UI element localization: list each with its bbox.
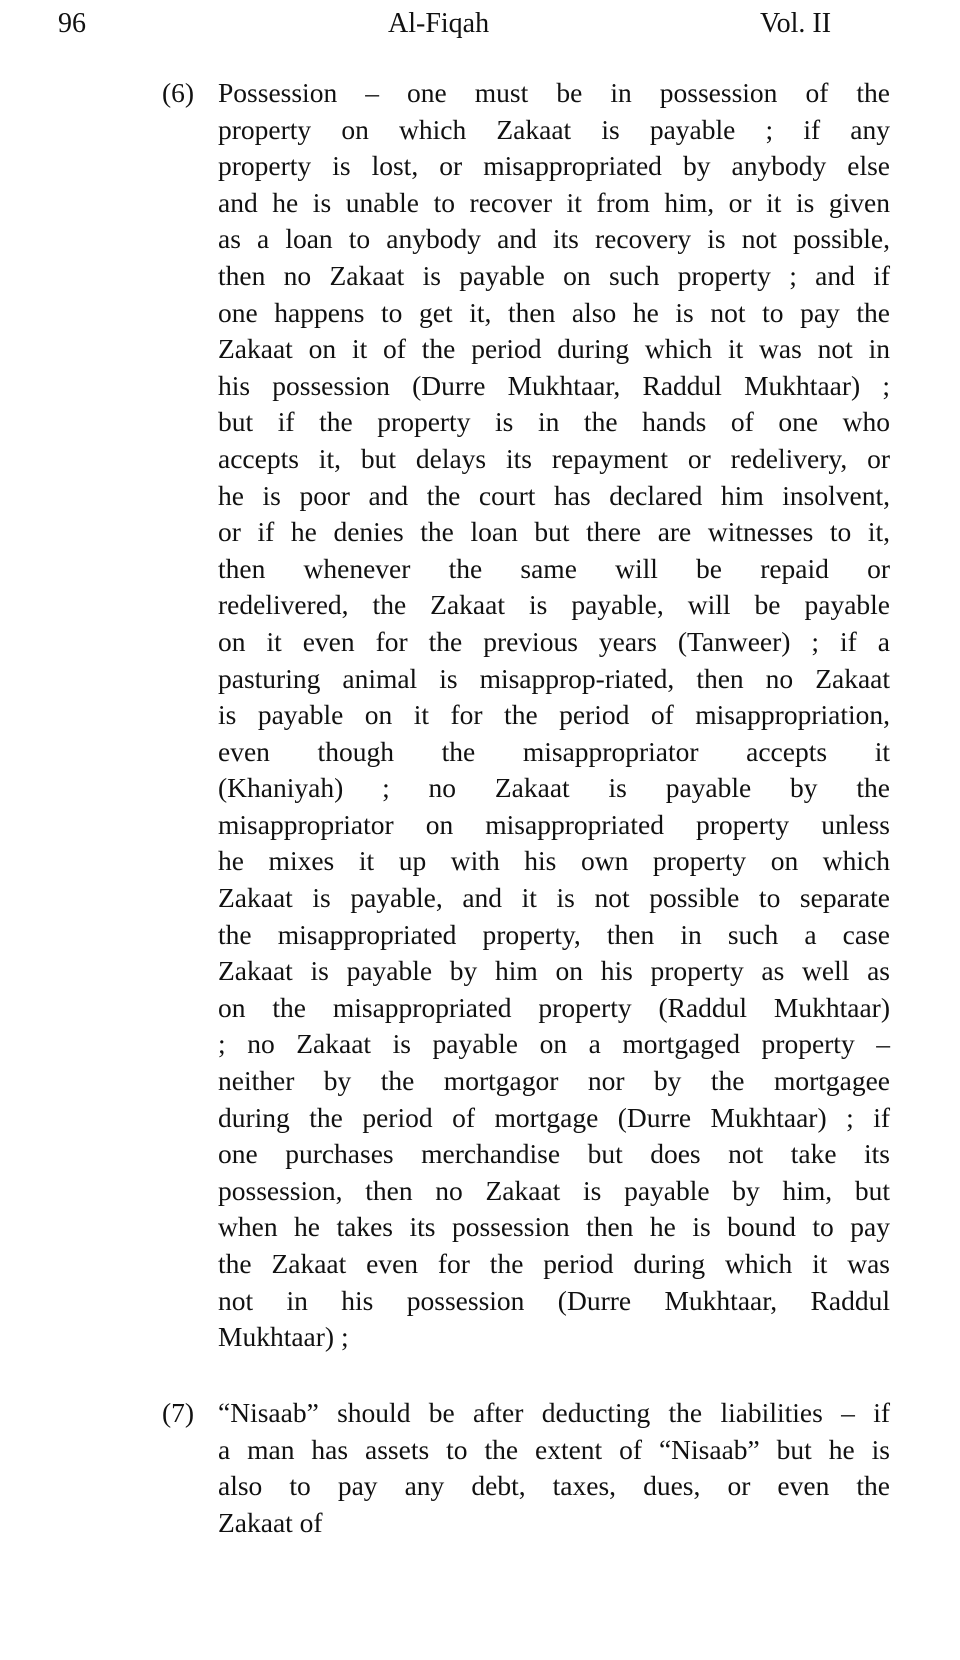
text-line: then whenever the same will be repaid or [218,552,890,584]
text-line: pasturing animal is misapprop-riated, then no Zakaat [218,662,890,694]
text-line: one purchases merchandise but does not take its [218,1138,890,1170]
book-title: Al-Fiqah [388,8,490,39]
text-line: property on which Zakaat is payable ; if any [218,113,890,145]
text-line: (Khaniyah) ; no Zakaat is payable by the [218,772,890,804]
text-line: but if the property is in the hands of one who [218,406,890,438]
text-line: possession, then no Zakaat is payable by him, but [218,1174,890,1206]
text-line: his possession (Durre Mukhtaar, Raddul Mukhtaar) ; [218,369,890,401]
running-header [0,4,960,44]
text-line: during the period of mortgage (Durre Mukhtaar) ; if [218,1101,890,1133]
text-line: Possession – one must be in possession of the [218,77,890,108]
text-line: as a loan to anybody and its recovery is not possible, [218,223,890,255]
volume-label: Vol. II [760,8,832,39]
text-line: misappropriator on misappropriated property unless [218,808,890,840]
text-line: neither by the mortgagor nor by the mortgagee [218,1065,890,1097]
text-line: Zakaat of [218,1506,323,1538]
paragraph-body [218,1395,890,1541]
paragraph-number: (7) [162,1397,195,1428]
text-line: a man has assets to the extent of “Nisaab” but he is [218,1433,890,1465]
text-line: not in his possession (Durre Mukhtaar, Raddul [218,1284,890,1316]
text-line: Zakaat is payable by him on his property as well as [218,955,890,987]
text-line: even though the misappropriator accepts it [218,735,890,767]
text-line: accepts it, but delays its repayment or redelivery, or [218,442,890,474]
text-line: also to pay any debt, taxes, dues, or even the [218,1470,890,1502]
text-line: he is poor and the court has declared him insolvent, [218,479,890,511]
text-line: redelivered, the Zakaat is payable, will be payable [218,589,890,621]
text-line: “Nisaab” should be after deducting the liabilities – if [218,1397,890,1428]
text-line: the Zakaat even for the period during which it was [218,1248,890,1279]
text-line: Mukhtaar) ; [218,1321,349,1353]
paragraph-number: (6) [162,77,195,108]
text-line: Zakaat is payable, and it is not possible to separate [218,882,890,914]
text-line: ; no Zakaat is payable on a mortgaged property – [218,1028,890,1060]
page-number: 96 [58,8,86,39]
text-line: and he is unable to recover it from him, or it is given [218,186,890,218]
text-line: property is lost, or misappropriated by anybody else [218,150,890,182]
paragraph-body [218,75,890,1356]
text-line: is payable on it for the period of misappropriation, [218,699,890,731]
text-line: the misappropriated property, then in such a case [218,918,890,950]
text-line: Zakaat on it of the period during which it was not in [218,333,890,365]
text-line: one happens to get it, then also he is not to pay the [218,296,890,328]
text-line: or if he denies the loan but there are witnesses to it, [218,516,890,548]
text-line: he mixes it up with his own property on which [218,845,890,877]
text-line: when he takes its possession then he is bound to pay [218,1211,890,1243]
text-line: on it even for the previous years (Tanweer) ; if a [218,625,890,657]
text-line: then no Zakaat is payable on such property ; and if [218,259,890,291]
text-line: on the misappropriated property (Raddul Mukhtaar) [218,991,890,1023]
